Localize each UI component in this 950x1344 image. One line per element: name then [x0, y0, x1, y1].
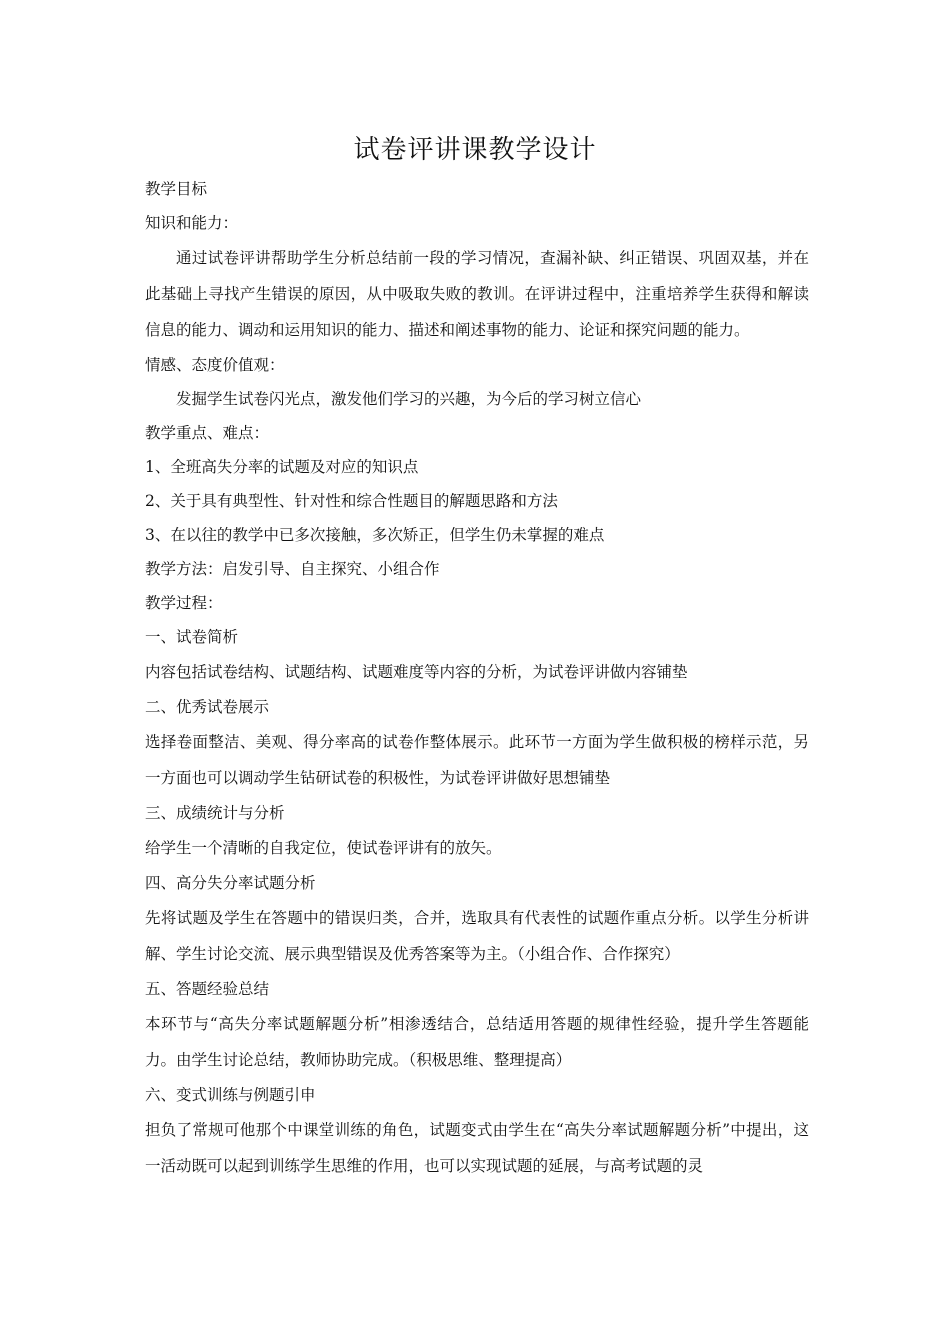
- step-paragraph: 先将试题及学生在答题中的错误归类，合并，选取具有代表性的试题作重点分析。以学生分析讲解、学生讨论交流、展示典型错误及优秀答案等为主。（小组合作、合作探究）: [145, 909, 809, 963]
- key-point-item: 3、在以往的教学中已多次接触，多次矫正，但学生仍未掌握的难点: [145, 526, 605, 544]
- step-paragraph: 本环节与“高失分率试题解题分析”相渗透结合，总结适用答题的规律性经验，提升学生答题能力。由学生讨论总结，教师协助完成。（积极思维、整理提高）: [145, 1015, 809, 1069]
- attitude-values-heading: 情感、态度价值观：: [145, 356, 285, 374]
- step-paragraph: 选择卷面整洁、美观、得分率高的试卷作整体展示。此环节一方面为学生做积极的榜样示范，另一方面也可以调动学生钻研试卷的积极性，为试卷评讲做好思想铺垫: [145, 733, 809, 787]
- step-heading: 六、变式训练与例题引申: [145, 1086, 316, 1104]
- step-heading: 四、高分失分率试题分析: [145, 874, 316, 892]
- step-heading: 二、优秀试卷展示: [145, 698, 270, 716]
- key-point-item: 2、关于具有典型性、针对性和综合性题目的解题思路和方法: [145, 492, 558, 510]
- key-points-heading: 教学重点、难点：: [145, 424, 270, 442]
- step-paragraph: 内容包括试卷结构、试题结构、试题难度等内容的分析，为试卷评讲做内容铺垫: [145, 663, 688, 681]
- attitude-values-paragraph: 发掘学生试卷闪光点，激发他们学习的兴趣，为今后的学习树立信心: [176, 390, 642, 408]
- key-point-item: 1、全班高失分率的试题及对应的知识点: [145, 458, 419, 476]
- teaching-method-line: 教学方法：启发引导、自主探究、小组合作: [145, 560, 440, 578]
- document-body: [145, 172, 809, 1184]
- step-heading: 一、试卷简析: [145, 628, 239, 646]
- knowledge-ability-paragraph: 通过试卷评讲帮助学生分析总结前一段的学习情况，查漏补缺、纠正错误、巩固双基，并在此基础上寻找产生错误的原因，从中吸取失败的教训。在评讲过程中，注重培养学生获得和解读信息的能力、调动和运用知识的能力、描述和阐述事物的能力、论证和探究问题的能力。: [145, 249, 809, 339]
- step-heading: 五、答题经验总结: [145, 980, 270, 998]
- step-paragraph: 给学生一个清晰的自我定位，使试卷评讲有的放矢。: [145, 839, 502, 857]
- step-heading: 三、成绩统计与分析: [145, 804, 285, 822]
- teaching-goal-heading: 教学目标: [145, 180, 208, 198]
- document-title: 试卷评讲课教学设计: [353, 135, 597, 165]
- teaching-process-heading: 教学过程：: [145, 594, 223, 612]
- step-paragraph: 担负了常规可他那个中课堂训练的角色，试题变式由学生在“高失分率试题解题分析”中提出，这一活动既可以起到训练学生思维的作用，也可以实现试题的延展，与高考试题的灵: [145, 1121, 809, 1175]
- knowledge-ability-heading: 知识和能力：: [145, 214, 239, 232]
